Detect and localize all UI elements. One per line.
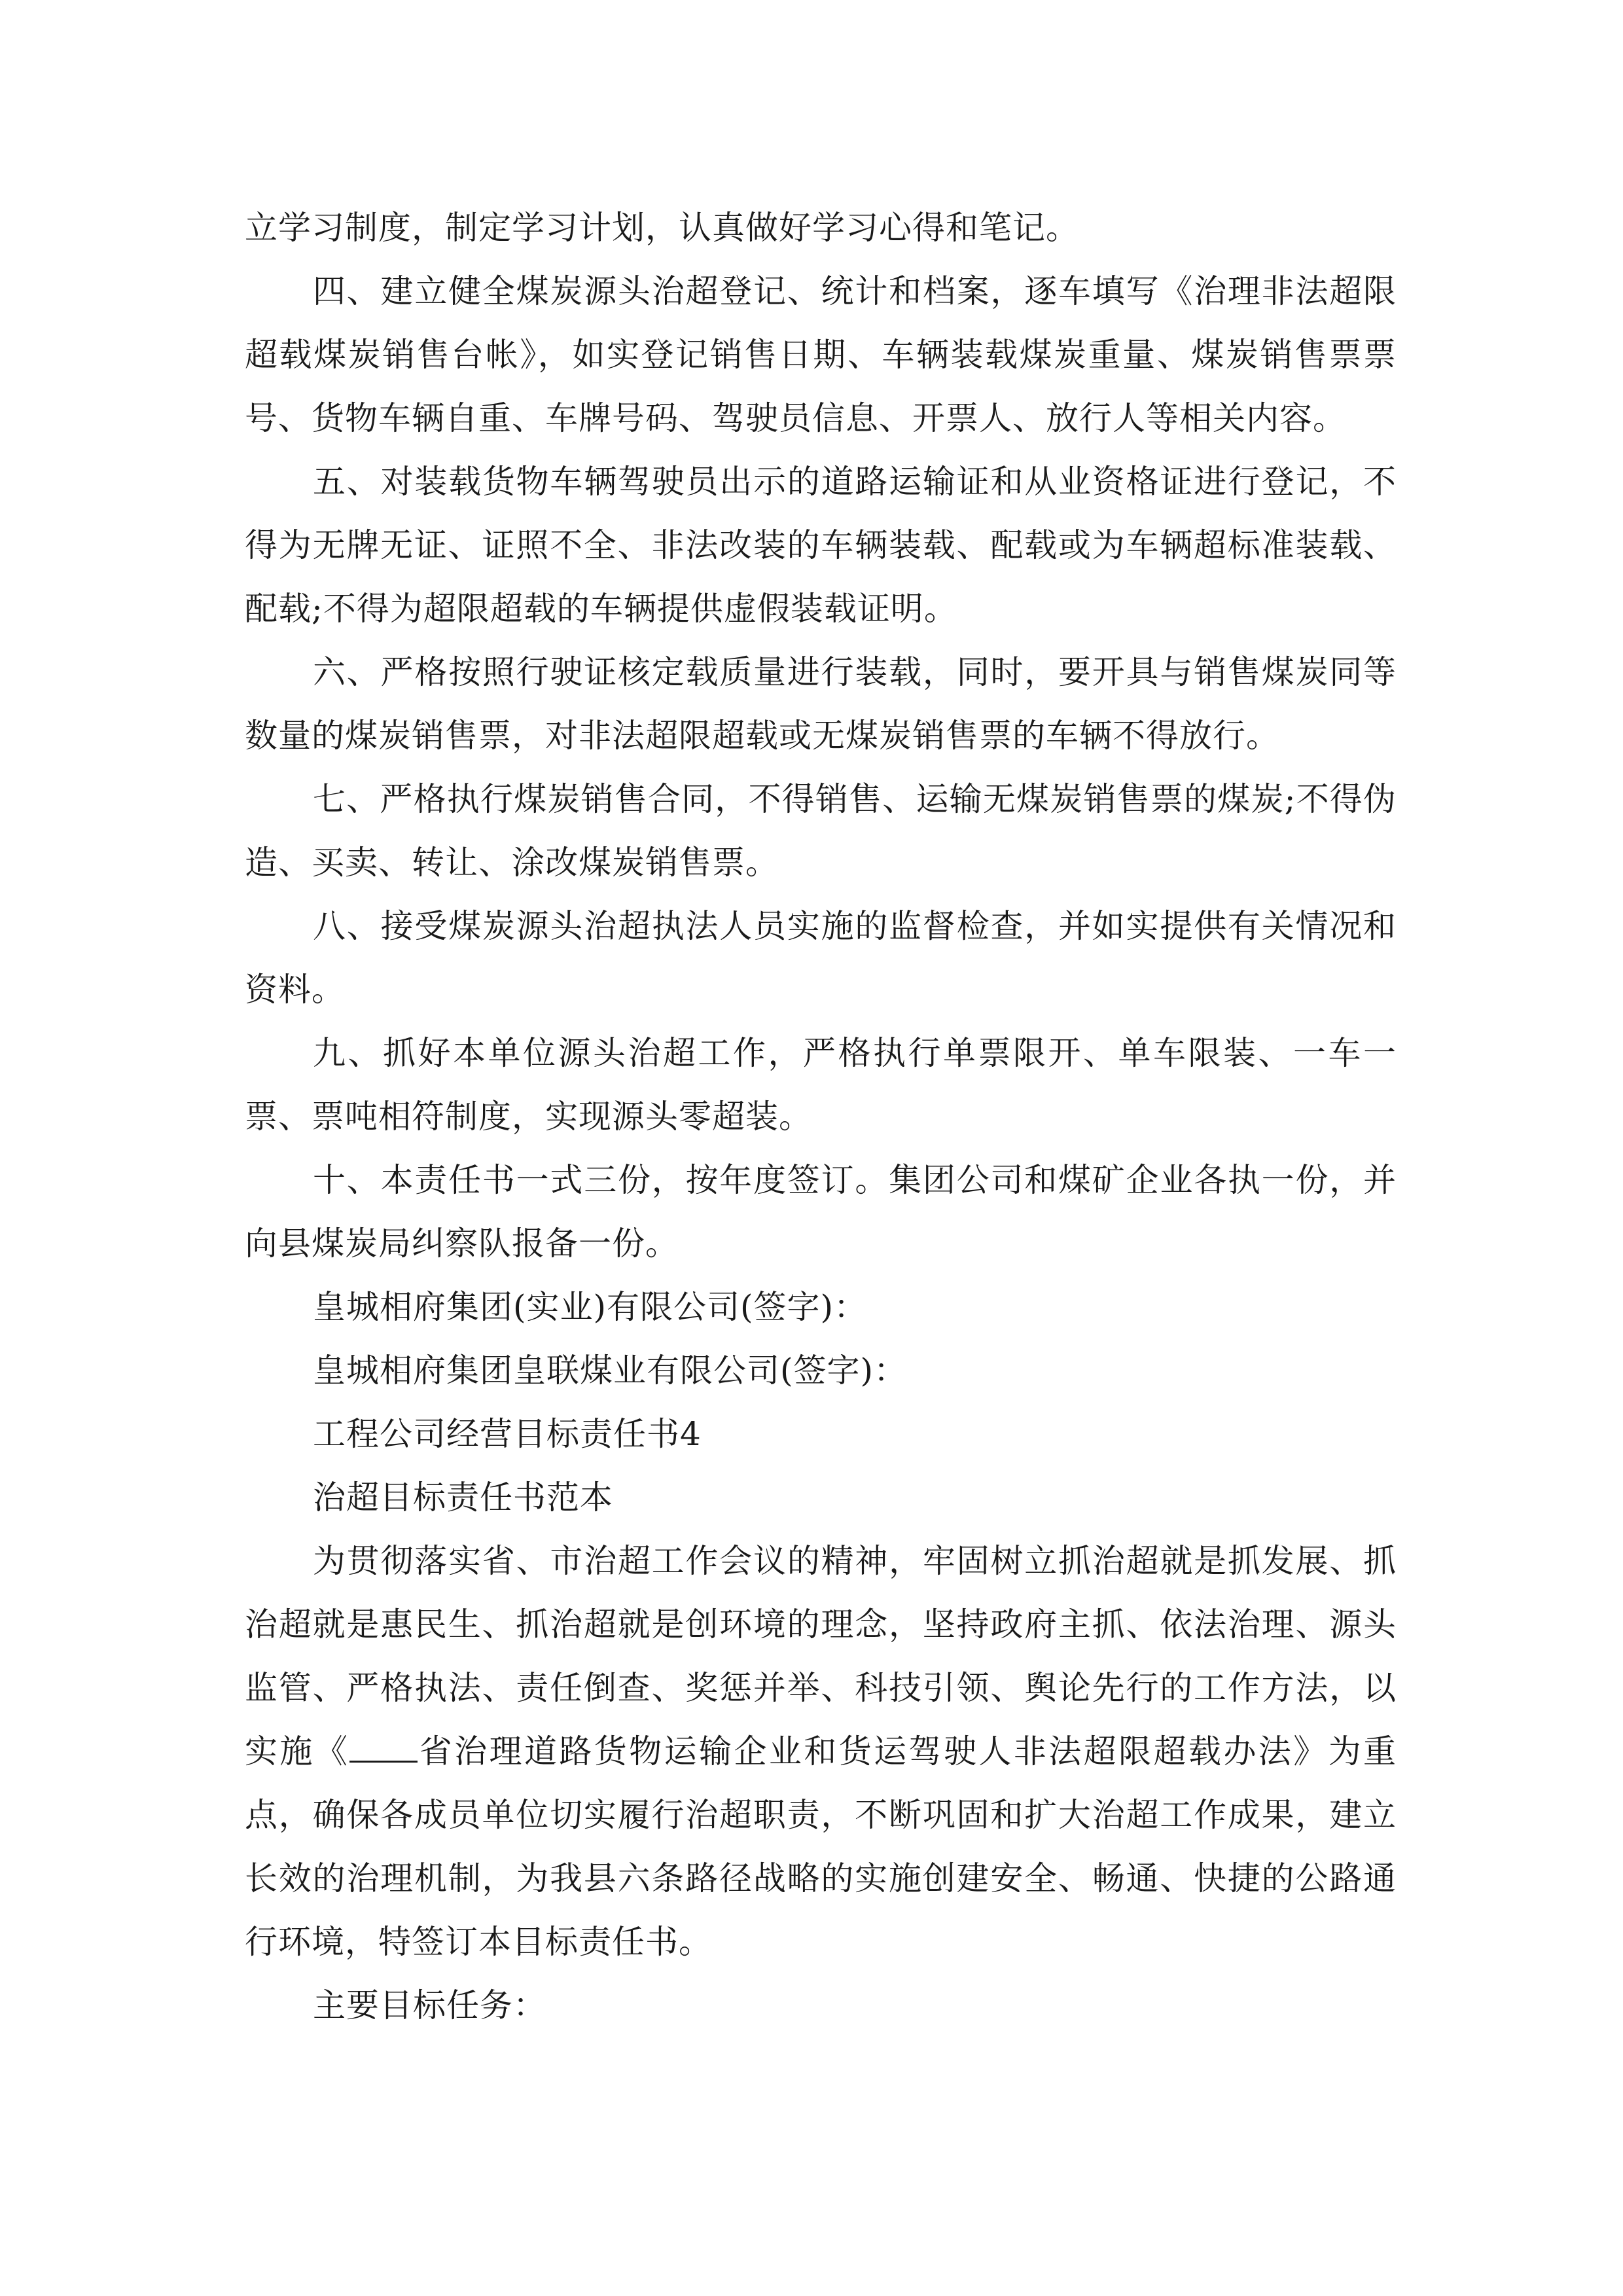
purpose-text-before: 为贯彻落实省、市治超工作会议的精神，牢固树立抓治超就是抓发展、抓治超就是惠民生、抓治超就是创环境的理念，坚持政府主抓、依法治理、源头监管、严格执法、责任倒查、奖惩并举、科技引领、舆论先行的工作方法，以实施《	[245, 1542, 1397, 1770]
document-page	[245, 196, 1397, 2037]
paragraph-item-7: 七、严格执行煤炭销售合同，不得销售、运输无煤炭销售票的煤炭;不得伪造、买卖、转让、涂改煤炭销售票。	[245, 780, 1397, 882]
signature-line-coal: 皇城相府集团皇联煤业有限公司(签字)：	[313, 1352, 908, 1390]
purpose-text-after: 省治理道路货物运输企业和货运驾驶人非法超限超载办法》为重点，确保各成员单位切实履行治超职责，不断巩固和扩大治超工作成果，建立长效的治理机制，为我县六条路径战略的实施创建安全、畅通、快捷的公路通行环境，特签订本目标责任书。	[245, 1732, 1397, 1961]
paragraph-item-9: 九、抓好本单位源头治超工作，严格执行单票限开、单车限装、一车一票、票吨相符制度，实现源头零超装。	[245, 1034, 1397, 1136]
paragraph-item-6: 六、严格按照行驶证核定载质量进行装载，同时，要开具与销售煤炭同等数量的煤炭销售票，对非法超限超载或无煤炭销售票的车辆不得放行。	[245, 653, 1397, 755]
paragraph-item-4: 四、建立健全煤炭源头治超登记、统计和档案，逐车填写《治理非法超限超载煤炭销售台帐》，如实登记销售日期、车辆装载煤炭重量、煤炭销售票票号、货物车辆自重、车牌号码、驾驶员信息、开票人、放行人等相关内容。	[245, 272, 1397, 437]
fill-in-blank	[349, 1741, 418, 1763]
paragraph-purpose	[245, 1530, 1397, 1974]
signature-line-group: 皇城相府集团(实业)有限公司(签字)：	[313, 1288, 868, 1326]
template-title: 治超目标责任书范本	[313, 1479, 613, 1516]
paragraph-study-system: 立学习制度，制定学习计划，认真做好学习心得和笔记。	[245, 209, 1079, 247]
paragraph-item-10: 十、本责任书一式三份，按年度签订。集团公司和煤矿企业各执一份，并向县煤炭局纠察队报备一份。	[245, 1161, 1397, 1263]
section-heading-4: 工程公司经营目标责任书4	[313, 1415, 702, 1453]
main-tasks-heading: 主要目标任务：	[313, 1986, 546, 2024]
paragraph-item-8: 八、接受煤炭源头治超执法人员实施的监督检查，并如实提供有关情况和资料。	[245, 907, 1397, 1009]
paragraph-item-5: 五、对装载货物车辆驾驶员出示的道路运输证和从业资格证进行登记，不得为无牌无证、证照不全、非法改装的车辆装载、配载或为车辆超标准装载、配载;不得为超限超载的车辆提供虚假装载证明。	[245, 463, 1397, 628]
